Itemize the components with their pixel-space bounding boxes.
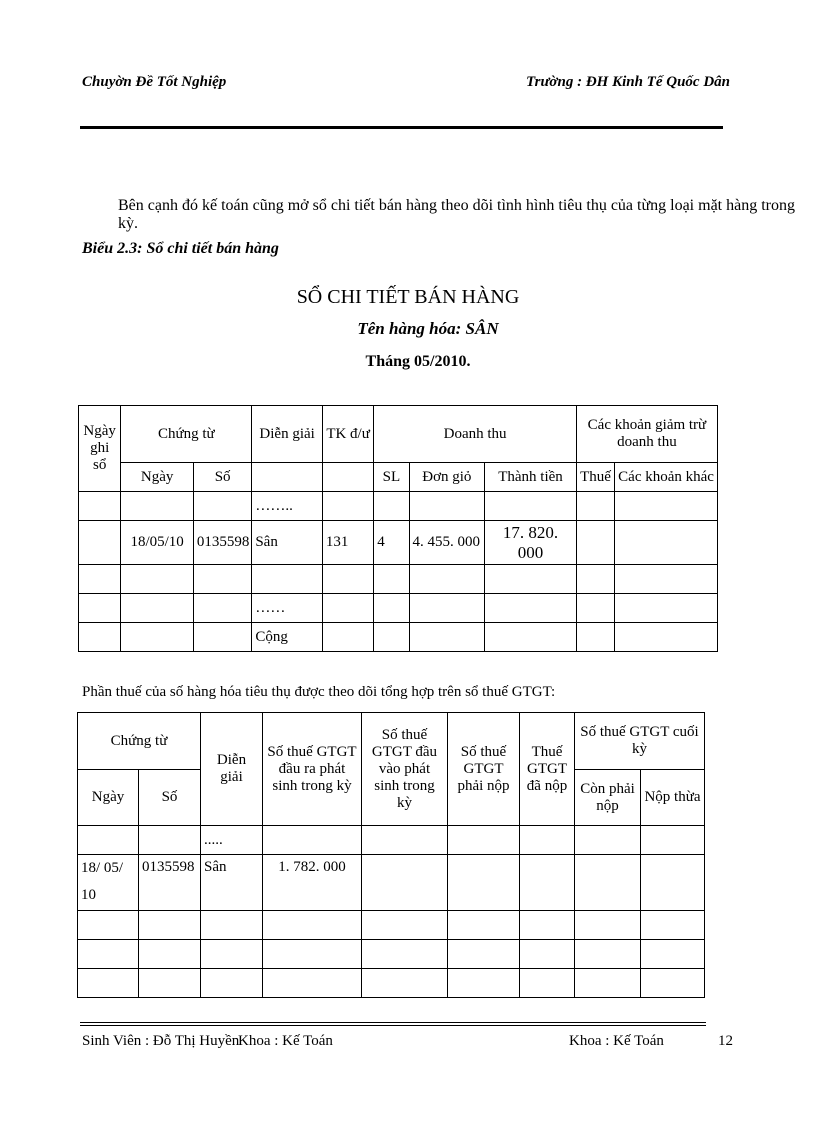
cell: [485, 492, 577, 521]
table-row-total: [79, 623, 718, 652]
cell: [362, 826, 448, 855]
header-left: Chuyờn Đề Tốt Nghiệp: [82, 74, 227, 90]
table-row: [78, 826, 705, 855]
cell: [263, 826, 362, 855]
cell: [575, 940, 641, 969]
cell: [520, 826, 575, 855]
footer-rule: [80, 1022, 706, 1023]
cell: [78, 969, 139, 998]
cell: [520, 855, 575, 911]
cell: [374, 492, 409, 521]
cell: [448, 911, 520, 940]
cell: [576, 492, 614, 521]
cell: [322, 492, 373, 521]
cell: [485, 565, 577, 594]
cell: [615, 623, 718, 652]
cell: [374, 594, 409, 623]
cell: [575, 969, 641, 998]
col-qty: SL: [374, 463, 409, 492]
footer-rule: [80, 1025, 706, 1026]
cell: [193, 492, 251, 521]
cell: [362, 911, 448, 940]
cell: [193, 594, 251, 623]
col-number: Số: [139, 770, 201, 826]
tax-caption: Phần thuế của số hàng hóa tiêu thụ được theo dõi tổng hợp trên sổ thuế GTGT:: [82, 684, 556, 700]
cell: [121, 594, 194, 623]
footer-student: Sinh Viên : Đỗ Thị Huyền: [82, 1033, 240, 1049]
cell: [79, 565, 121, 594]
cell: ……: [252, 594, 323, 623]
cell: [485, 623, 577, 652]
cell: 18/05/10: [121, 521, 194, 565]
cell: [79, 492, 121, 521]
cell: [448, 940, 520, 969]
col-account: TK đ/ư: [322, 406, 373, 463]
cell: [520, 940, 575, 969]
cell: [485, 594, 577, 623]
cell: [322, 623, 373, 652]
cell: 0135598: [193, 521, 251, 565]
col-amount: Thành tiền: [485, 463, 577, 492]
cell: 17. 820. 000: [485, 521, 577, 565]
ledger-title: SỔ CHI TIẾT BÁN HÀNG: [296, 286, 520, 308]
cell: [409, 565, 485, 594]
cell: Sân: [252, 521, 323, 565]
col-date-entry: Ngày ghi sổ: [79, 406, 121, 492]
cell: [322, 565, 373, 594]
col-overpaid: Nộp thừa: [641, 770, 705, 826]
cell: [615, 594, 718, 623]
cell: [79, 521, 121, 565]
cell: [615, 521, 718, 565]
cell: [322, 594, 373, 623]
col-tax: Thuế: [576, 463, 614, 492]
cell: [448, 969, 520, 998]
col-vat-payable: Số thuế GTGT phải nộp: [448, 713, 520, 826]
cell: [201, 911, 263, 940]
cell: [576, 565, 614, 594]
cell: [409, 594, 485, 623]
col-deductions: Các khoản giảm trừ doanh thu: [576, 406, 717, 463]
cell: [201, 969, 263, 998]
cell: [448, 855, 520, 911]
cell-total-label: Cộng: [252, 623, 323, 652]
ledger-goods-name: Tên hàng hóa: SÂN: [357, 319, 499, 338]
cell: Sân: [201, 855, 263, 911]
col-number: Số: [193, 463, 251, 492]
cell: [139, 826, 201, 855]
cell: [641, 969, 705, 998]
cell: [576, 521, 614, 565]
cell: .....: [201, 826, 263, 855]
cell: 18/ 05/ 10: [78, 855, 139, 911]
header-rule: [80, 126, 723, 129]
col-remaining: Còn phải nộp: [575, 770, 641, 826]
col-voucher: Chứng từ: [121, 406, 252, 463]
cell: [520, 911, 575, 940]
col-output-vat: Số thuế GTGT đầu ra phát sinh trong kỳ: [263, 713, 362, 826]
sales-ledger-table: [78, 405, 718, 652]
col-vat-paid: Thuế GTGT đã nộp: [520, 713, 575, 826]
col-description: Diễn giải: [252, 406, 323, 463]
cell: [575, 826, 641, 855]
cell: [362, 969, 448, 998]
cell: 131: [322, 521, 373, 565]
table-row: [78, 940, 705, 969]
cell: 1. 782. 000: [263, 855, 362, 911]
table-row: [79, 492, 718, 521]
col-revenue: Doanh thu: [374, 406, 577, 463]
col-other: Các khoản khác: [615, 463, 718, 492]
cell: [139, 969, 201, 998]
cell: [641, 940, 705, 969]
cell: [78, 911, 139, 940]
col-date: Ngày: [121, 463, 194, 492]
cell: [641, 855, 705, 911]
cell: [520, 969, 575, 998]
cell: [139, 940, 201, 969]
cell: [362, 940, 448, 969]
table-row: [79, 521, 718, 565]
cell: [263, 969, 362, 998]
cell: [252, 565, 323, 594]
cell: 0135598: [139, 855, 201, 911]
intro-paragraph: Bên cạnh đó kế toán cũng mở sổ chi tiết bán hàng theo dõi tình hình tiêu thụ của từng loại mặt hàng trong kỳ.: [118, 197, 795, 232]
cell: [139, 911, 201, 940]
cell: [362, 855, 448, 911]
cell: [79, 594, 121, 623]
header-right: Trường : ĐH Kinh Tế Quốc Dân: [526, 74, 731, 90]
col-voucher: Chứng từ: [78, 713, 201, 770]
cell: [615, 565, 718, 594]
cell: [193, 623, 251, 652]
col-unit-price: Đơn giỏ: [409, 463, 485, 492]
cell: [575, 911, 641, 940]
cell: [263, 911, 362, 940]
cell: 4. 455. 000: [409, 521, 485, 565]
table-row: [78, 911, 705, 940]
vat-table: [77, 712, 705, 998]
cell: [576, 623, 614, 652]
footer-department: Khoa : Kế Toán: [238, 1033, 333, 1049]
cell: [78, 826, 139, 855]
col-description: Diễn giải: [201, 713, 263, 826]
cell: [575, 855, 641, 911]
cell: [201, 940, 263, 969]
figure-caption: Biểu 2.3: Sổ chi tiết bán hàng: [82, 240, 279, 257]
cell: [409, 492, 485, 521]
table-row: [79, 565, 718, 594]
cell: 4: [374, 521, 409, 565]
cell: ……..: [252, 492, 323, 521]
cell: [121, 492, 194, 521]
cell: [641, 911, 705, 940]
cell: [374, 565, 409, 594]
col-date: Ngày: [78, 770, 139, 826]
cell: [615, 492, 718, 521]
ledger-month: Tháng 05/2010.: [365, 353, 471, 370]
cell: [78, 940, 139, 969]
cell: [448, 826, 520, 855]
col-account-blank: [322, 463, 373, 492]
col-description-blank: [252, 463, 323, 492]
page-number: 12: [718, 1033, 733, 1049]
cell: [193, 565, 251, 594]
cell: [576, 594, 614, 623]
col-end-balance: Số thuế GTGT cuối kỳ: [575, 713, 705, 770]
table-row: [78, 969, 705, 998]
cell: [409, 623, 485, 652]
table-row: [78, 855, 705, 911]
footer-department-right: Khoa : Kế Toán: [569, 1033, 664, 1049]
table-row: [79, 594, 718, 623]
cell: [374, 623, 409, 652]
cell: [121, 623, 194, 652]
cell: [263, 940, 362, 969]
cell: [121, 565, 194, 594]
cell: [641, 826, 705, 855]
col-input-vat: Số thuế GTGT đầu vào phát sinh trong kỳ: [362, 713, 448, 826]
cell: [79, 623, 121, 652]
